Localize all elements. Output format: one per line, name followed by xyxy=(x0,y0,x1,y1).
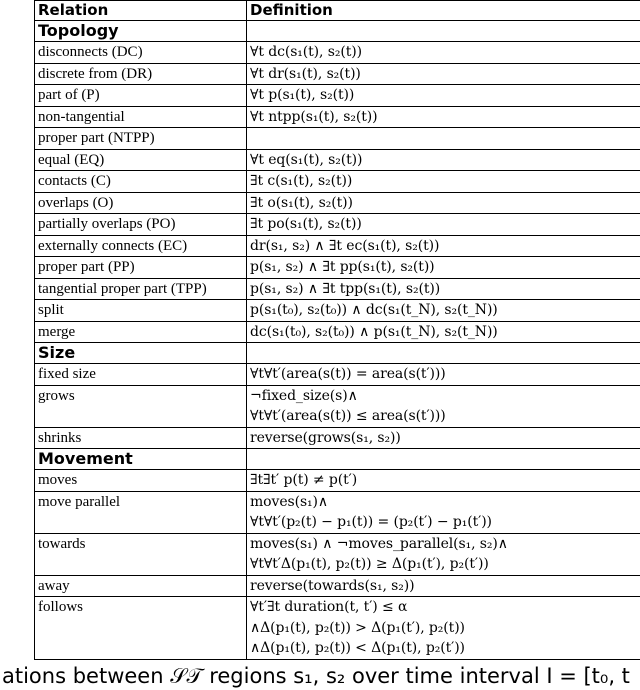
definition-cell xyxy=(247,300,640,322)
definition-cell xyxy=(247,597,640,660)
definition-line: p(s₁, s₂) ∧ ∃t pp(s₁(t), s₂(t)) xyxy=(250,257,637,278)
figure-caption: ations between 𝒮𝒯 regions s₁, s₂ over time interval I = [t₀, t xyxy=(2,662,640,690)
relation-cell: contacts (C) xyxy=(35,171,247,193)
relation-cell: part of (P) xyxy=(35,85,247,107)
definition-line: moves(s₁)∧ xyxy=(250,492,637,513)
definition-cell xyxy=(247,106,640,128)
table-row xyxy=(35,171,640,193)
table-row xyxy=(35,257,640,279)
definition-line: dc(s₁(t₀), s₂(t₀)) ∧ p(s₁(t_N), s₂(t_N)) xyxy=(250,322,637,343)
relation-cell: tangential proper part (TPP) xyxy=(35,278,247,300)
section-blank-cell xyxy=(247,343,640,364)
table-row xyxy=(35,575,640,597)
definition-cell xyxy=(247,214,640,236)
relations-table xyxy=(34,0,640,660)
definition-cell xyxy=(247,427,640,449)
definition-line: ∧Δ(p₁(t), p₂(t)) < Δ(p₁(t), p₂(t′)) xyxy=(250,638,637,659)
definition-cell xyxy=(247,575,640,597)
definition-cell xyxy=(247,470,640,492)
relation-cell: follows xyxy=(35,597,247,660)
relation-cell: partially overlaps (PO) xyxy=(35,214,247,236)
header-relation: Relation xyxy=(35,1,247,21)
definition-cell xyxy=(247,385,640,427)
relation-cell: discrete from (DR) xyxy=(35,63,247,85)
table-row xyxy=(35,85,640,107)
relation-cell: equal (EQ) xyxy=(35,149,247,171)
section-row-movement xyxy=(35,449,640,470)
definition-line: reverse(towards(s₁, s₂)) xyxy=(250,576,637,597)
definition-cell xyxy=(247,364,640,386)
table-row xyxy=(35,364,640,386)
table-row xyxy=(35,42,640,64)
table-row xyxy=(35,533,640,575)
table-row xyxy=(35,106,640,128)
relation-cell: shrinks xyxy=(35,427,247,449)
definition-line xyxy=(250,128,637,149)
definition-line: ∃t∃t′ p(t) ≠ p(t′) xyxy=(250,470,637,491)
table-row xyxy=(35,300,640,322)
relation-cell: towards xyxy=(35,533,247,575)
definition-line: p(s₁(t₀), s₂(t₀)) ∧ dc(s₁(t_N), s₂(t_N)) xyxy=(250,300,637,321)
table-row xyxy=(35,385,640,427)
definition-line: dr(s₁, s₂) ∧ ∃t ec(s₁(t), s₂(t)) xyxy=(250,236,637,257)
table-body xyxy=(35,21,640,660)
definition-line: ∀t eq(s₁(t), s₂(t)) xyxy=(250,150,637,171)
section-blank-cell xyxy=(247,21,640,42)
section-title: Movement xyxy=(35,449,247,470)
section-title: Size xyxy=(35,343,247,364)
relation-cell: externally connects (EC) xyxy=(35,235,247,257)
definition-line: moves(s₁) ∧ ¬moves_parallel(s₁, s₂)∧ xyxy=(250,534,637,555)
relation-cell: move parallel xyxy=(35,491,247,533)
definition-line: ∃t o(s₁(t), s₂(t)) xyxy=(250,193,637,214)
table-row xyxy=(35,214,640,236)
relation-cell: proper part (PP) xyxy=(35,257,247,279)
definition-cell xyxy=(247,192,640,214)
table-row xyxy=(35,235,640,257)
relation-cell: non-tangential xyxy=(35,106,247,128)
definition-cell xyxy=(247,42,640,64)
relation-cell: disconnects (DC) xyxy=(35,42,247,64)
definition-cell xyxy=(247,171,640,193)
definition-cell xyxy=(247,491,640,533)
definition-line: ∀t∀t′Δ(p₁(t), p₂(t)) ≥ Δ(p₁(t′), p₂(t′)) xyxy=(250,554,637,575)
table-row xyxy=(35,597,640,660)
header-definition: Definition xyxy=(247,1,640,21)
definition-cell xyxy=(247,128,640,150)
table-row xyxy=(35,321,640,343)
definition-line: ∀t dc(s₁(t), s₂(t)) xyxy=(250,42,637,63)
definition-line: ∃t c(s₁(t), s₂(t)) xyxy=(250,171,637,192)
table-row xyxy=(35,427,640,449)
relation-cell: split xyxy=(35,300,247,322)
table-row xyxy=(35,149,640,171)
table-row xyxy=(35,278,640,300)
definition-line: ¬fixed_size(s)∧ xyxy=(250,386,637,407)
definition-line: p(s₁, s₂) ∧ ∃t tpp(s₁(t), s₂(t)) xyxy=(250,279,637,300)
definition-cell xyxy=(247,235,640,257)
table-row xyxy=(35,128,640,150)
relation-cell: grows xyxy=(35,385,247,427)
definition-cell xyxy=(247,149,640,171)
relation-cell: merge xyxy=(35,321,247,343)
definition-line: ∧Δ(p₁(t), p₂(t)) > Δ(p₁(t′), p₂(t)) xyxy=(250,618,637,639)
section-row-topology xyxy=(35,21,640,42)
definition-cell xyxy=(247,278,640,300)
section-blank-cell xyxy=(247,449,640,470)
table-row xyxy=(35,491,640,533)
definition-line: ∀t∀t′(area(s(t)) ≤ area(s(t′))) xyxy=(250,406,637,427)
definition-line: reverse(grows(s₁, s₂)) xyxy=(250,428,637,449)
relation-cell: away xyxy=(35,575,247,597)
table-row xyxy=(35,192,640,214)
definition-line: ∀t′∃t duration(t, t′) ≤ α xyxy=(250,597,637,618)
definition-cell xyxy=(247,321,640,343)
table-row xyxy=(35,470,640,492)
definition-line: ∃t po(s₁(t), s₂(t)) xyxy=(250,214,637,235)
definition-cell xyxy=(247,257,640,279)
definition-cell xyxy=(247,63,640,85)
definition-line: ∀t∀t′(p₂(t) − p₁(t)) = (p₂(t′) − p₁(t′)) xyxy=(250,512,637,533)
relation-cell: moves xyxy=(35,470,247,492)
definition-line: ∀t p(s₁(t), s₂(t)) xyxy=(250,85,637,106)
section-row-size xyxy=(35,343,640,364)
relation-cell: overlaps (O) xyxy=(35,192,247,214)
definition-line: ∀t dr(s₁(t), s₂(t)) xyxy=(250,64,637,85)
section-title: Topology xyxy=(35,21,247,42)
definition-line: ∀t∀t′(area(s(t)) = area(s(t′))) xyxy=(250,364,637,385)
definition-cell xyxy=(247,533,640,575)
relation-cell: proper part (NTPP) xyxy=(35,128,247,150)
definition-cell xyxy=(247,85,640,107)
header-row xyxy=(35,1,640,21)
relation-cell: fixed size xyxy=(35,364,247,386)
table-row xyxy=(35,63,640,85)
definition-line: ∀t ntpp(s₁(t), s₂(t)) xyxy=(250,107,637,128)
